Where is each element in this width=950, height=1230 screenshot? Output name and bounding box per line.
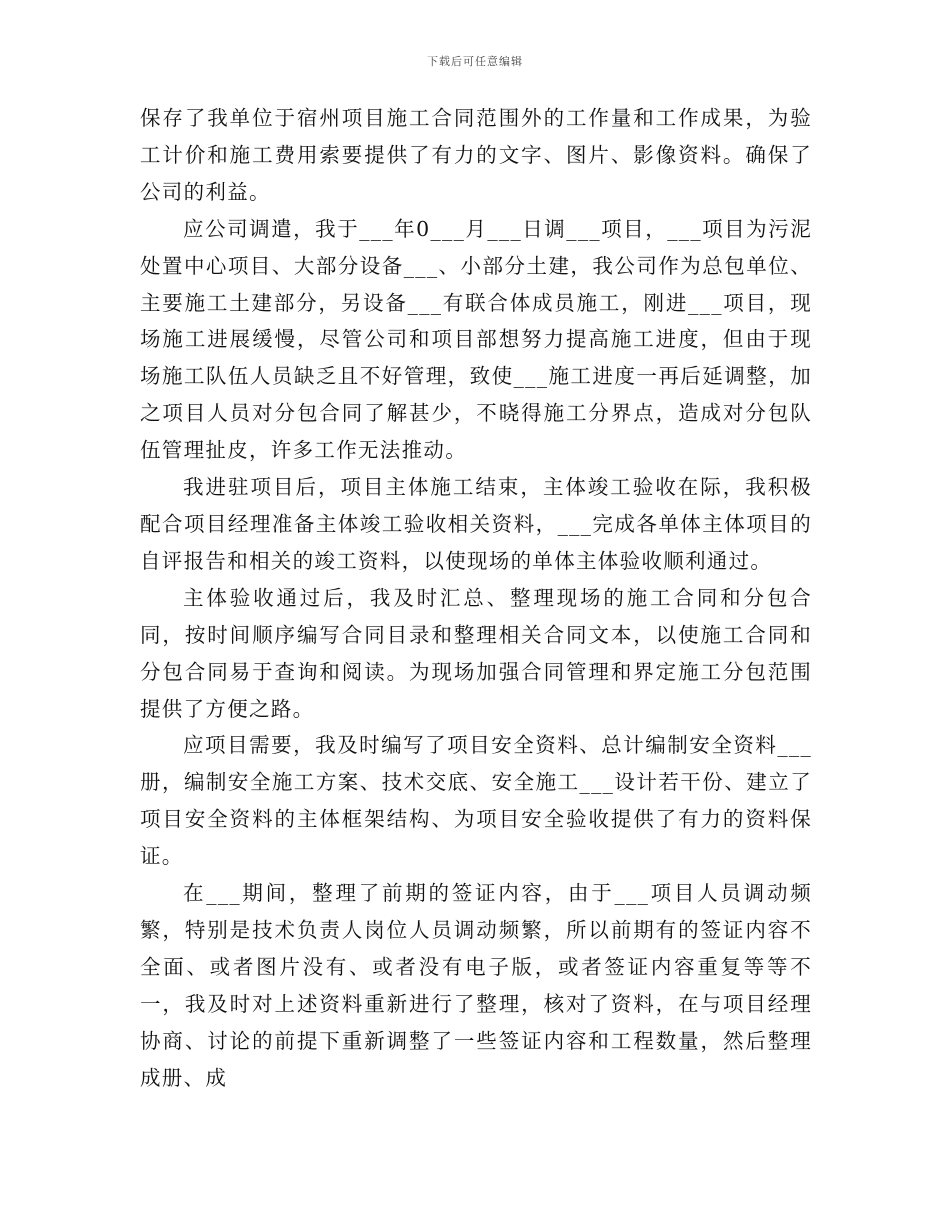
paragraph-6: 在___期间，整理了前期的签证内容，由于___项目人员调动频繁，特别是技术负责人岗位人员调动频繁，所以前期有的签证内容不全面、或者图片没有、或者没有电子版，或者签证内容重复等等不一，我及时对上述资料重新进行了整理，核对了资料，在与项目经理协商、讨论的前提下重新调整了一些签证内容和工程数量，然后整理成册、成 — [140, 881, 812, 1090]
paragraph-4: 主体验收通过后，我及时汇总、整理现场的施工合同和分包合同，按时间顺序编写合同目录和整理相关合同文本，以使施工合同和分包合同易于查询和阅读。为现场加强合同管理和界定施工分包范围提供了方便之路。 — [140, 585, 812, 721]
paragraph-5: 应项目需要，我及时编写了项目安全资料、总计编制安全资料___册，编制安全施工方案、技术交底、安全施工___设计若干份、建立了项目安全资料的主体框架结构、为项目安全验收提供了有力的资料保证。 — [140, 733, 812, 869]
paragraph-1: 保存了我单位于宿州项目施工合同范围外的工作量和工作成果，为验工计价和施工费用索要提供了有力的文字、图片、影像资料。确保了公司的利益。 — [140, 106, 812, 204]
paragraph-2: 应公司调遣，我于___年0___月___日调___项目，___项目为污泥处置中心项目、大部分设备___、小部分土建，我公司作为总包单位、主要施工土建部分，另设备___有联合体成员施工，刚进___项目，现场施工进展缓慢，尽管公司和项目部想努力提高施工进度，但由于现场施工队伍人员缺乏且不好管理，致使___施工进度一再后延调整，加之项目人员对分包合同了解甚少，不晓得施工分界点，造成对分包队伍管理扯皮，许多工作无法推动。 — [140, 216, 812, 463]
paragraph-3: 我进驻项目后，项目主体施工结束，主体竣工验收在际，我积极配合项目经理准备主体竣工验收相关资料，___完成各单体主体项目的自评报告和相关的竣工资料，以使现场的单体主体验收顺利通过。 — [140, 475, 812, 573]
document-body — [140, 100, 812, 1096]
page-header: 下载后可任意编辑 — [427, 55, 523, 68]
